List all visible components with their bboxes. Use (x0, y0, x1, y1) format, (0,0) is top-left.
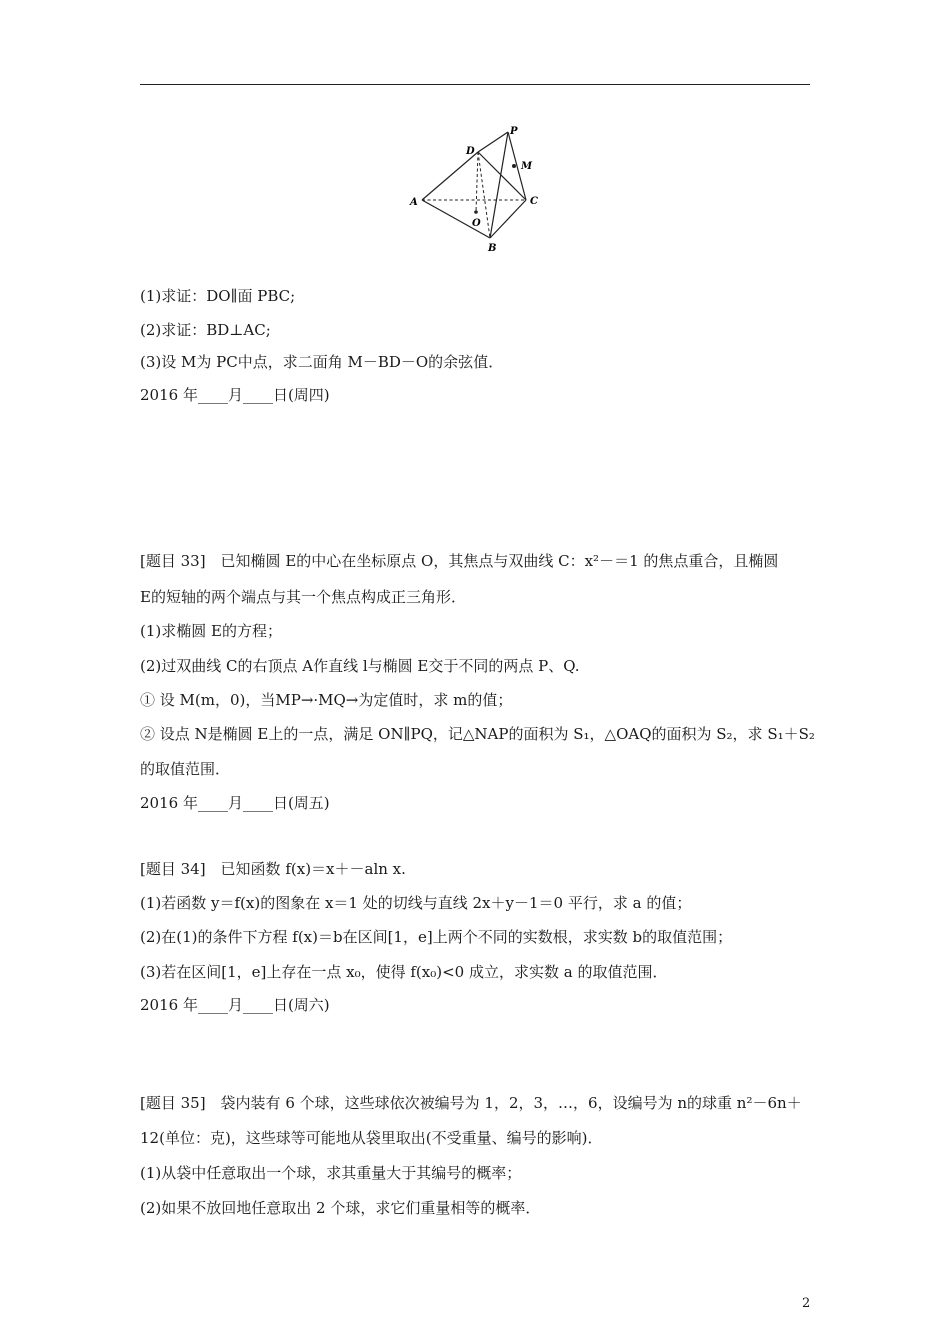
q34-part3: (3)若在区间[1，e]上存在一点 x₀，使得 f(x₀)<0 成立，求实数 a 的取值范围． (140, 963, 668, 981)
q32-part3: (3)设 M为 PC中点，求二面角 M－BD－O的余弦值． (140, 353, 504, 371)
point-O (474, 210, 478, 214)
label-P: P (510, 126, 518, 137)
q33-part2: (2)过双曲线 C的右顶点 A作直线 l与椭圆 E交于不同的两点 P、Q. (140, 657, 580, 675)
q32-part1: (1)求证：DO∥面 PBC; (140, 287, 296, 305)
edge-DO-dashed (476, 152, 478, 212)
edge-DA (422, 152, 478, 200)
label-B: B (488, 243, 497, 254)
q32-date: 2016 年____月____日(周四) (140, 386, 330, 404)
label-C: C (530, 196, 538, 207)
q33-date: 2016 年____月____日(周五) (140, 794, 330, 812)
edge-DC (478, 152, 526, 200)
header-rule (140, 84, 810, 85)
point-M (512, 164, 516, 168)
page-number: 2 (802, 1296, 811, 1311)
label-O: O (472, 218, 481, 229)
q33-stem-line2: E的短轴的两个端点与其一个焦点构成正三角形． (140, 588, 466, 606)
label-D: D (466, 146, 475, 157)
q35-part2: (2)如果不放回地任意取出 2 个球，求它们重量相等的概率． (140, 1199, 541, 1217)
q33-sub1: ① 设 M(m，0)，当MP→·MQ→为定值时，求 m的值； (140, 691, 513, 709)
q34-part2: (2)在(1)的条件下方程 f(x)＝b在区间[1，e]上两个不同的实数根，求实数 b的取值范围； (140, 928, 733, 946)
q32-part2: (2)求证：BD⊥AC; (140, 321, 271, 339)
label-A: A (410, 197, 418, 208)
q33-sub2: ② 设点 N是椭圆 E上的一点，满足 ON∥PQ，记△NAP的面积为 S₁，△OAQ的面积为 S₂，求 S₁＋S₂ (140, 725, 815, 743)
pyramid-figure (400, 118, 560, 258)
label-M: M (521, 161, 533, 172)
q35-part1: (1)从袋中任意取出一个球，求其重量大于其编号的概率； (140, 1164, 522, 1182)
edge-PD (478, 132, 508, 152)
q35-stem-line1: [题目 35] 袋内装有 6 个球，这些球依次被编号为 1，2，3，…，6，设编号为 n的球重 n²－6n＋ (140, 1094, 802, 1112)
q35-stem-line2: 12(单位：克)，这些球等可能地从袋里取出(不受重量、编号的影响)． (140, 1129, 603, 1147)
q34-date: 2016 年____月____日(周六) (140, 996, 330, 1014)
q34-part1: (1)若函数 y＝f(x)的图象在 x＝1 处的切线与直线 2x＋y－1＝0 平行，求 a 的值； (140, 894, 692, 912)
q33-stem-line1: [题目 33] 已知椭圆 E的中心在坐标原点 O，其焦点与双曲线 C：x²－＝1 的焦点重合，且椭圆 (140, 552, 779, 570)
q33-part1: (1)求椭圆 E的方程； (140, 622, 282, 640)
q33-sub2-cont: 的取值范围． (140, 760, 231, 778)
q34-stem: [题目 34] 已知函数 f(x)＝x＋－aln x. (140, 860, 406, 878)
